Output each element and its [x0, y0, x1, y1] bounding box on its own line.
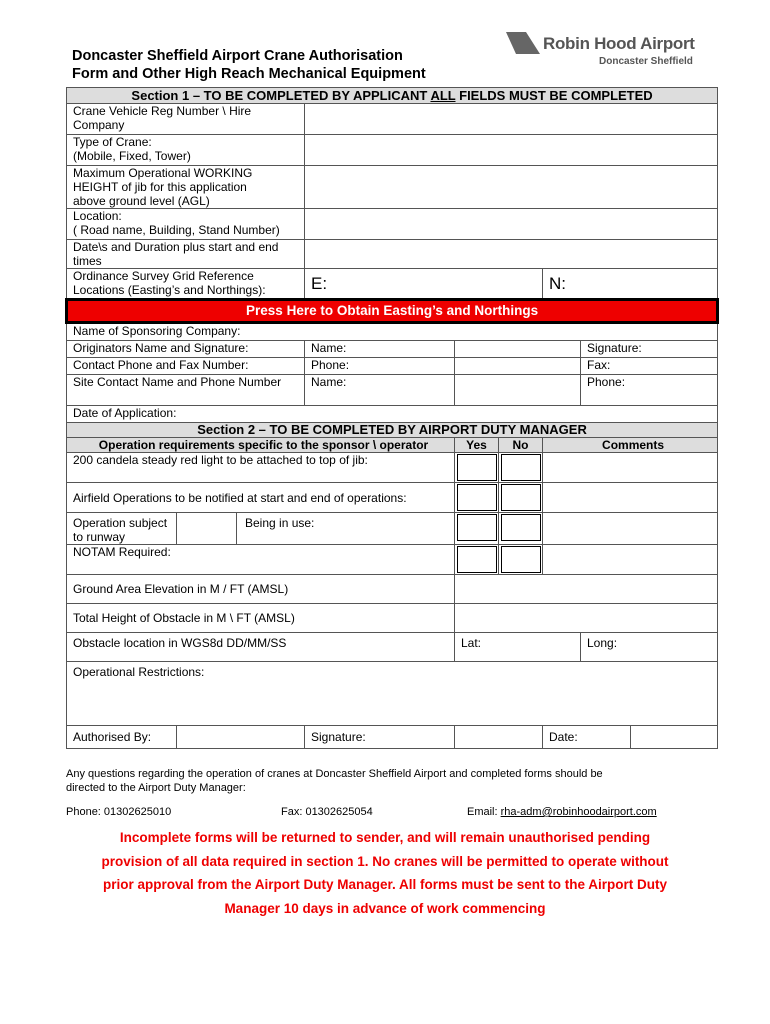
lat-field[interactable]: Lat:: [455, 633, 581, 662]
yes-header: Yes: [455, 438, 499, 453]
red-light-no[interactable]: [499, 453, 543, 483]
form-title-line1: Doncaster Sheffield Airport Crane Authorisation: [72, 48, 403, 64]
op-requirements-header: Operation requirements specific to the sponsor \ operator: [67, 438, 455, 453]
contact-phone: Phone: 01302625010: [66, 806, 172, 818]
section2-heading: Section 2 – TO BE COMPLETED BY AIRPORT DUTY MANAGER: [67, 423, 718, 438]
runway-yes-checkbox[interactable]: [457, 514, 497, 541]
date-of-application-field[interactable]: Date of Application:: [67, 406, 718, 423]
total-height-input[interactable]: [455, 604, 718, 633]
easting-input[interactable]: E:: [305, 269, 543, 300]
max-height-label: Maximum Operational WORKING HEIGHT of jib for this application above ground level (AGL): [67, 166, 305, 209]
northing-input[interactable]: N:: [543, 269, 718, 300]
airfield-ops-no[interactable]: [499, 483, 543, 513]
runway-no[interactable]: [499, 513, 543, 545]
being-in-use-label: Being in use:: [237, 513, 455, 545]
site-contact-name-field[interactable]: Name:: [305, 375, 455, 406]
crane-reg-input[interactable]: [305, 104, 718, 135]
ground-elev-label: Ground Area Elevation in M / FT (AMSL): [67, 575, 455, 604]
long-field[interactable]: Long:: [581, 633, 718, 662]
location-input[interactable]: [305, 209, 718, 240]
runway-input[interactable]: [177, 513, 237, 545]
airfield-ops-comments[interactable]: [543, 483, 718, 513]
comments-header: Comments: [543, 438, 718, 453]
notam-no[interactable]: [499, 545, 543, 575]
authorised-by-input[interactable]: [177, 726, 305, 749]
authorised-by-label: Authorised By:: [67, 726, 177, 749]
crane-type-label: Type of Crane: (Mobile, Fixed, Tower): [67, 135, 305, 166]
crane-type-input[interactable]: [305, 135, 718, 166]
airfield-ops-label: Airfield Operations to be notified at start and end of operations:: [67, 483, 455, 513]
date-label: Date:: [543, 726, 631, 749]
originator-name-blank[interactable]: [455, 341, 581, 358]
location-label: Location: ( Road name, Building, Stand Number): [67, 209, 305, 240]
dates-label: Date\s and Duration plus start and end times: [67, 240, 305, 269]
contact-fax: Fax: 01302625054: [281, 806, 373, 818]
authorisation-form-table: [65, 87, 719, 749]
section2-heading-row: [67, 423, 718, 438]
signature-input[interactable]: [455, 726, 543, 749]
notam-no-checkbox[interactable]: [501, 546, 541, 573]
notam-yes-checkbox[interactable]: [457, 546, 497, 573]
section1-heading-row: [67, 88, 718, 104]
originator-signature-field[interactable]: Signature:: [581, 341, 718, 358]
logo-name: Robin Hood Airport: [543, 34, 695, 53]
runway-comments[interactable]: [543, 513, 718, 545]
originators-label: Originators Name and Signature:: [67, 341, 305, 358]
red-light-yes-checkbox[interactable]: [457, 454, 497, 481]
operational-restrictions-field[interactable]: Operational Restrictions:: [67, 662, 718, 726]
ground-elev-input[interactable]: [455, 575, 718, 604]
originator-name-field[interactable]: Name:: [305, 341, 455, 358]
red-light-no-checkbox[interactable]: [501, 454, 541, 481]
runway-label: Operation subject to runway: [67, 513, 177, 545]
contact-fax-field[interactable]: Fax:: [581, 358, 718, 375]
logo-subtitle: Doncaster Sheffield: [599, 56, 693, 67]
contact-phone-fax-label: Contact Phone and Fax Number:: [67, 358, 305, 375]
contact-phone-field[interactable]: Phone:: [305, 358, 455, 375]
aircraft-tail-icon: [506, 32, 542, 54]
airport-logo: [506, 32, 704, 72]
total-height-label: Total Height of Obstacle in M \ FT (AMSL): [67, 604, 455, 633]
email-link[interactable]: rha-adm@robinhoodairport.com: [500, 806, 657, 818]
questions-text: Any questions regarding the operation of cranes at Doncaster Sheffield Airport and completed forms should be directed to the Airport Duty Manager:: [66, 768, 603, 794]
notam-label: NOTAM Required:: [67, 545, 455, 575]
signature-label: Signature:: [305, 726, 455, 749]
airfield-ops-yes-checkbox[interactable]: [457, 484, 497, 511]
crane-reg-label: Crane Vehicle Reg Number \ Hire Company: [67, 104, 305, 135]
max-height-input[interactable]: [305, 166, 718, 209]
airfield-ops-no-checkbox[interactable]: [501, 484, 541, 511]
form-title-line2: Form and Other High Reach Mechanical Equipment: [72, 66, 426, 82]
runway-yes[interactable]: [455, 513, 499, 545]
press-here-button[interactable]: Press Here to Obtain Easting’s and Northings: [67, 300, 718, 323]
site-contact-blank[interactable]: [455, 375, 581, 406]
airfield-ops-yes[interactable]: [455, 483, 499, 513]
runway-no-checkbox[interactable]: [501, 514, 541, 541]
notam-comments[interactable]: [543, 545, 718, 575]
obstacle-loc-label: Obstacle location in WGS8d DD/MM/SS: [67, 633, 455, 662]
no-header: No: [499, 438, 543, 453]
site-contact-phone-field[interactable]: Phone:: [581, 375, 718, 406]
notam-yes[interactable]: [455, 545, 499, 575]
contact-phone-blank[interactable]: [455, 358, 581, 375]
section1-heading: Section 1 – TO BE COMPLETED BY APPLICANT ALL FIELDS MUST BE COMPLETED: [67, 88, 718, 104]
red-light-comments[interactable]: [543, 453, 718, 483]
red-light-label: 200 candela steady red light to be attached to top of jib:: [67, 453, 455, 483]
date-input[interactable]: [631, 726, 718, 749]
contact-email: Email: rha-adm@robinhoodairport.com: [467, 806, 657, 818]
site-contact-label: Site Contact Name and Phone Number: [67, 375, 305, 406]
warning-text: Incomplete forms will be returned to sender, and will remain unauthorised pending provision of all data required in section 1. No cranes will be permitted to operate without prior approval from the Airport Duty Manager. All forms must be sent to the Airport Duty Manager 10 days in advance of work commencing: [101, 830, 669, 916]
sponsor-company-field[interactable]: Name of Sponsoring Company:: [67, 323, 718, 341]
grid-ref-label: Ordinance Survey Grid Reference Locations (Easting’s and Northings):: [67, 269, 305, 300]
form-title: [72, 47, 426, 83]
dates-input[interactable]: [305, 240, 718, 269]
red-light-yes[interactable]: [455, 453, 499, 483]
